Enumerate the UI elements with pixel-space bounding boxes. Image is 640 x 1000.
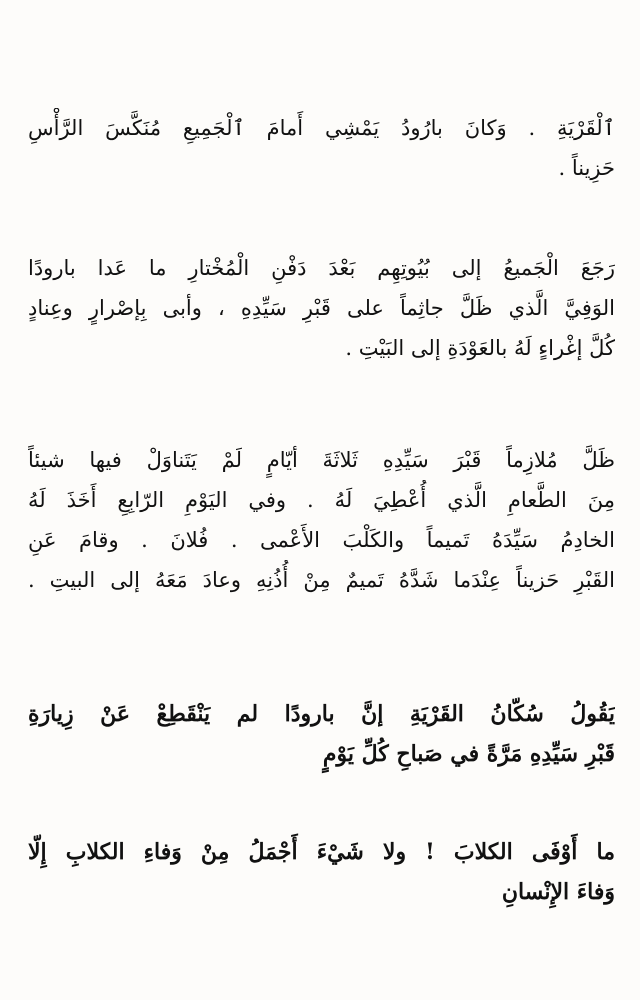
paragraph-3	[28, 440, 615, 600]
text-line: ظَلَّ مُلازِماً قَبْرَ سَيِّدِهِ ثَلاثَةَ أيّامٍ لَمْ يَتَناوَلْ فيها شيئاً	[28, 448, 615, 472]
paragraph-4	[28, 694, 615, 774]
text-line: مِنَ الطَّعامِ الَّذي أُعْطِيَ لَهُ . وفي اليَوْمِ الرّابِعِ أَخَذَ لَهُ	[28, 488, 615, 512]
text-line: يَقُولُ سُكّانُ القَرْيَةِ إنَّ بارودًا لم يَنْقَطِعْ عَنْ زِيارَةِ	[28, 701, 615, 727]
text-line: قَبْرِ سَيِّدِهِ مَرَّةً في صَباحِ كُلِّ يَوْمٍ	[322, 741, 615, 767]
text-line: القَبْرِ حَزيناً عِنْدَما شَدَّهُ تَميمٌ مِنْ أُذُنِهِ وعادَ مَعَهُ إلى البيتِ .	[28, 568, 615, 592]
text-line: ٱلْقَرْيَةِ . وَكانَ بارُودُ يَمْشِي أَمامَ ٱلْجَمِيعِ مُنَكَّسَ الرَّأْسِ	[28, 116, 615, 140]
text-line: الخادِمُ سَيِّدَهُ تَميماً والكَلْبَ الأَعْمى . فُلانَ . وقامَ عَنِ	[28, 528, 615, 552]
paragraph-1	[28, 108, 615, 188]
paragraph-5	[28, 832, 615, 912]
text-line: ما أَوْفَى الكلابَ ! ولا شَيْءَ أَجْمَلُ مِنْ وَفاءِ الكلابِ إِلّا	[28, 839, 615, 865]
text-line: وَفاءَ الإِنْسانِ	[501, 879, 615, 905]
paragraph-2	[28, 248, 615, 368]
text-line: رَجَعَ الْجَميعُ إلى بُيُوتِهِم بَعْدَ دَفْنِ الْمُخْتارِ ما عَدا بارودًا	[28, 256, 615, 280]
text-line: كُلَّ إغْراءٍ لَهُ بالعَوْدَةِ إلى البَيْتِ .	[345, 336, 615, 360]
text-line: الوَفِيَّ الَّذي ظَلَّ جاثِماً على قَبْرِ سَيِّدِهِ ، وأبى بِإصْرارٍ وعِنادٍ	[28, 296, 615, 320]
text-line: حَزِيناً .	[558, 156, 615, 180]
